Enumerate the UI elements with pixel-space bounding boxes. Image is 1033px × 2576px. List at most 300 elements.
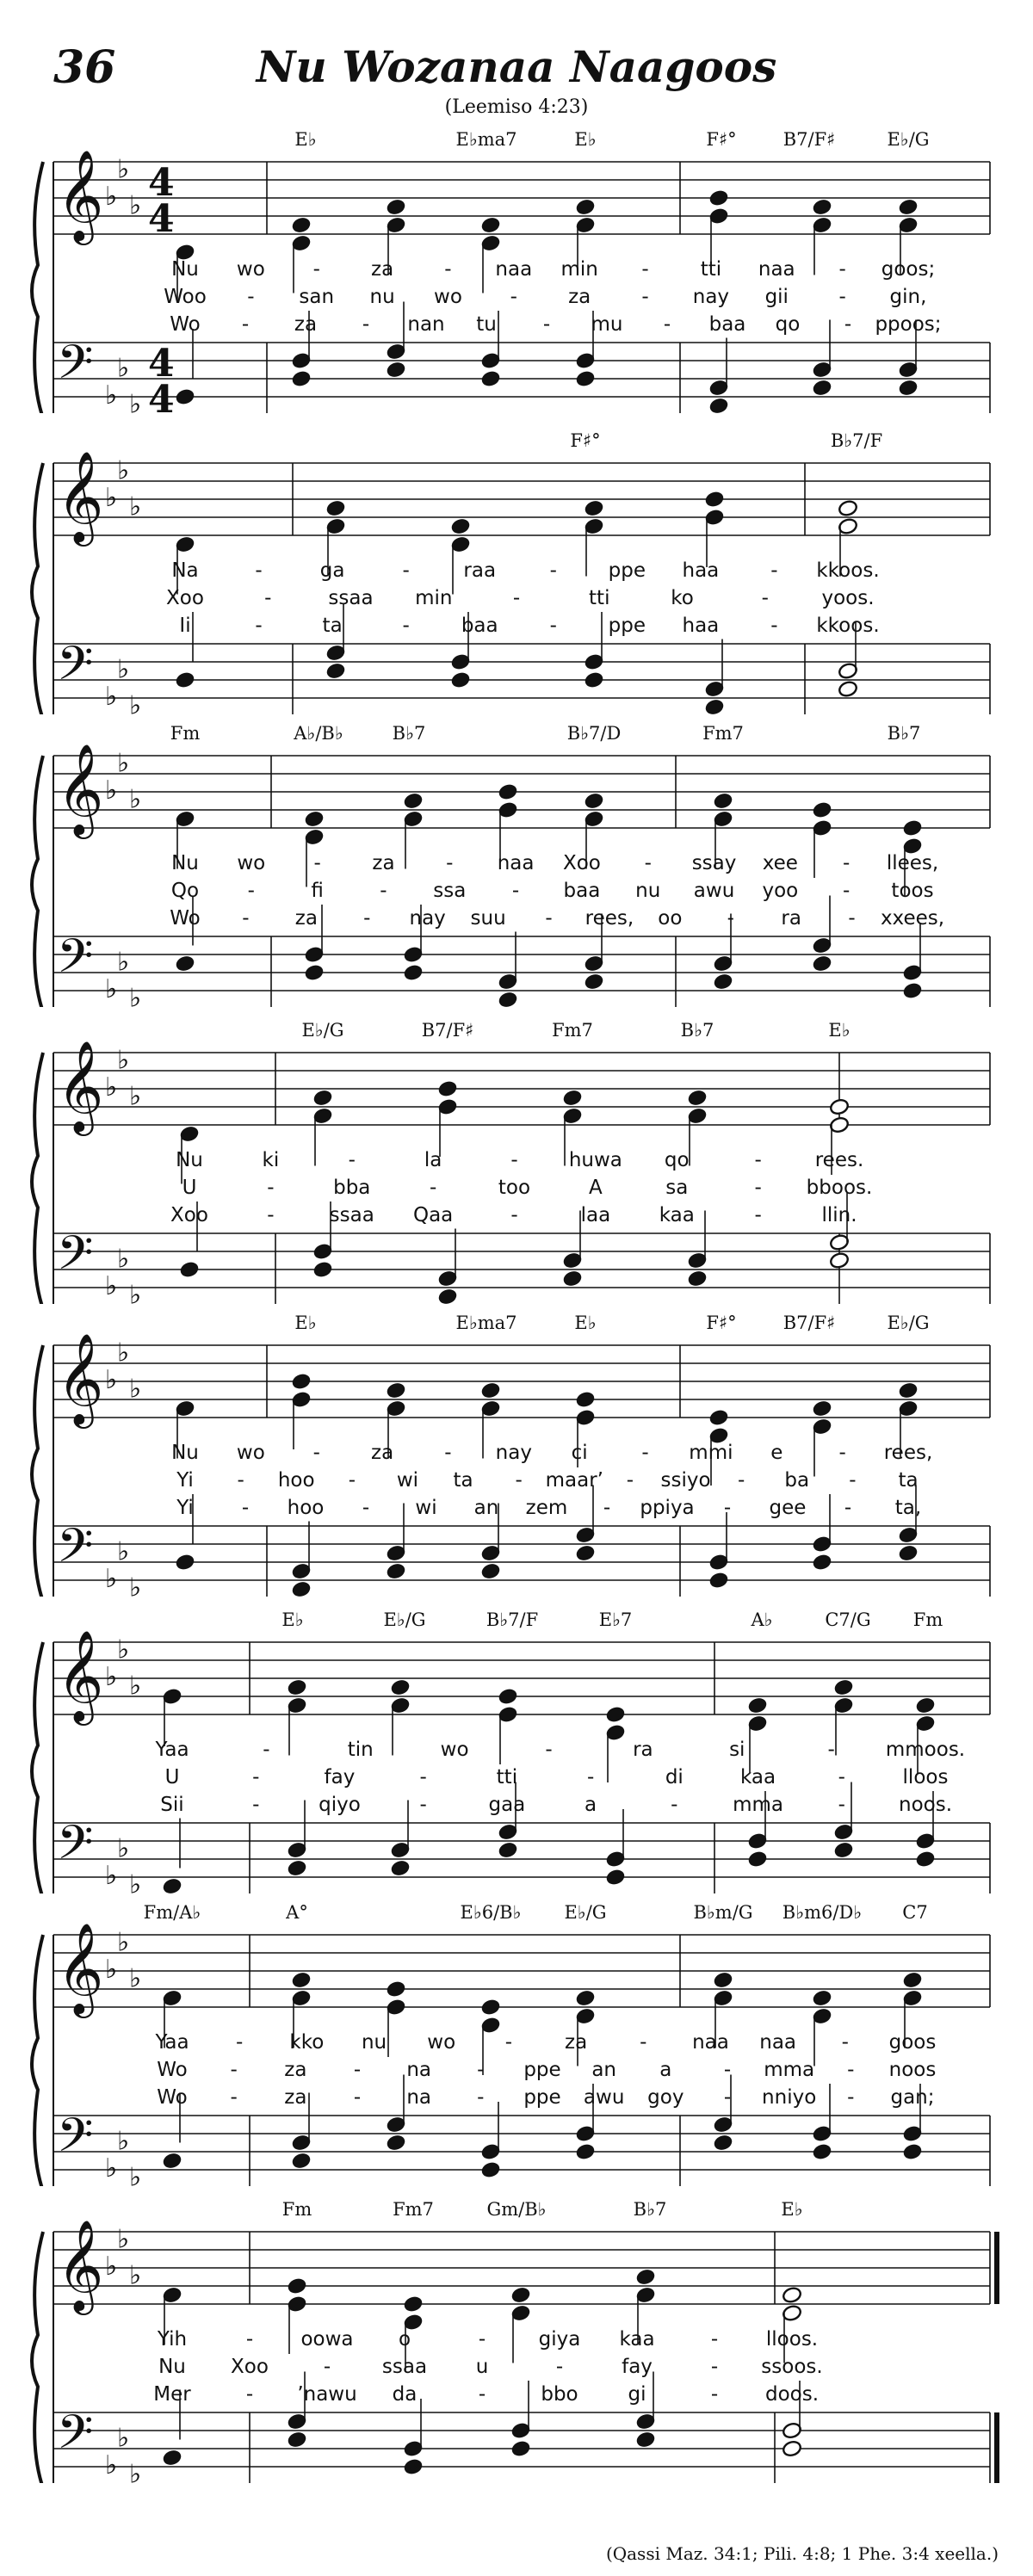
- chord-symbol: Fm7: [552, 1020, 593, 1041]
- chord-symbol: F♯°: [706, 129, 737, 150]
- bass-notehead: [575, 370, 596, 388]
- lyric-verse-3: [0, 615, 1033, 640]
- music-system: [0, 1609, 1033, 1893]
- bass-clef-icon: 𝄢: [57, 1518, 94, 1585]
- lyric-verse-2: [0, 1469, 1033, 1495]
- lyric-syllable: ci: [571, 1442, 588, 1464]
- lyric-syllable: kko: [289, 2031, 325, 2054]
- lyric-syllable: Woo: [164, 286, 207, 308]
- lyric-syllable: gee: [769, 1497, 807, 1519]
- flat-icon: ♭: [105, 1564, 118, 1594]
- lyric-syllable: ta: [322, 615, 343, 637]
- lyric-syllable: naa: [497, 852, 535, 874]
- syllable-hyphen: -: [444, 258, 452, 281]
- lyric-syllable: tti: [589, 587, 610, 609]
- syllable-hyphen: -: [419, 1766, 427, 1788]
- lyric-syllable: U: [164, 1766, 180, 1788]
- lyric-syllable: si: [729, 1739, 745, 1761]
- syllable-hyphen: -: [446, 852, 454, 874]
- bass-clef-icon: 𝄢: [57, 929, 94, 995]
- music-system: [0, 2199, 1033, 2483]
- music-system: [0, 430, 1033, 714]
- treble-notehead: [390, 1678, 411, 1696]
- bass-notehead: [838, 680, 858, 698]
- treble-notehead: [605, 1706, 626, 1724]
- lyric-syllable: wo: [236, 258, 265, 281]
- syllable-hyphen: -: [510, 1149, 518, 1171]
- lyric-syllable: mmoos.: [885, 1739, 966, 1761]
- lyric-syllable: bba: [333, 1177, 371, 1199]
- lyric-syllable: nniyo: [762, 2086, 817, 2109]
- treble-notehead: [304, 810, 325, 828]
- lyric-syllable: tin: [347, 1739, 374, 1761]
- flat-icon: ♭: [117, 947, 130, 978]
- lyric-syllable: ppiya: [640, 1497, 695, 1519]
- syllable-hyphen: -: [754, 1204, 762, 1226]
- treble-clef-icon: 𝄞: [57, 1332, 104, 1424]
- lyric-syllable: maar’: [545, 1469, 603, 1492]
- treble-clef-icon: 𝄞: [57, 1629, 104, 1721]
- lyric-verse-1: [0, 1739, 1033, 1764]
- bass-notehead: [708, 397, 729, 413]
- bass-notehead: [704, 698, 725, 714]
- chord-symbol: E♭: [294, 129, 317, 150]
- treble-clef-icon: 𝄞: [57, 1040, 104, 1132]
- syllable-hyphen: -: [444, 1442, 452, 1464]
- flat-icon: ♭: [105, 2153, 118, 2184]
- bass-notehead: [833, 1841, 854, 1859]
- flat-icon: ♭: [129, 1671, 142, 1702]
- flat-icon: ♭: [129, 491, 142, 522]
- lyric-syllable: min: [415, 587, 453, 609]
- bass-notehead: [510, 2440, 531, 2458]
- flat-icon: ♭: [117, 2126, 130, 2157]
- lyric-syllable: qiyo: [319, 1794, 361, 1816]
- syllable-hyphen: -: [848, 907, 856, 930]
- flat-icon: ♭: [129, 2162, 142, 2186]
- treble-notehead: [812, 801, 832, 819]
- treble-clef-icon: 𝄞: [57, 1922, 104, 2014]
- treble-notehead: [325, 499, 346, 517]
- chord-symbol: E♭: [294, 1313, 317, 1333]
- lyric-syllable: ppoos;: [875, 313, 942, 336]
- treble-clef-icon: 𝄞: [57, 149, 104, 241]
- flat-icon: ♭: [129, 1869, 142, 1893]
- treble-notehead: [812, 198, 832, 216]
- lyric-syllable: awu: [693, 880, 735, 902]
- chord-symbol: E♭6/B♭: [460, 1902, 522, 1923]
- lyric-syllable: rees.: [814, 1149, 864, 1171]
- flat-icon: ♭: [117, 455, 130, 486]
- lyric-verse-3: [0, 1204, 1033, 1230]
- bass-notehead: [713, 2134, 733, 2152]
- bass-notehead: [386, 2134, 406, 2152]
- time-signature-digit: 4: [148, 161, 175, 205]
- chord-symbol: E♭/G: [301, 1020, 344, 1041]
- chord-symbol: B♭7/F: [486, 1609, 539, 1630]
- chord-symbol: B7/F♯: [421, 1020, 474, 1041]
- lyric-syllable: oo: [658, 907, 683, 930]
- footnote: (Qassi Maz. 34:1; Pili. 4:8; 1 Phe. 3:4 xeella.): [605, 2543, 999, 2564]
- treble-notehead: [687, 1089, 708, 1107]
- lyric-syllable: nu: [361, 2031, 387, 2054]
- treble-notehead: [635, 2268, 656, 2286]
- chord-symbol: C7/G: [825, 1609, 871, 1630]
- chord-symbol: A♭/B♭: [294, 723, 343, 744]
- flat-icon: ♭: [117, 1927, 130, 1958]
- lyric-verse-2: [0, 1177, 1033, 1202]
- bass-notehead: [829, 1251, 850, 1269]
- lyric-syllable: ppe: [523, 2086, 561, 2109]
- lyric-syllable: Sii: [160, 1794, 184, 1816]
- syllable-hyphen: -: [512, 587, 521, 609]
- syllable-hyphen: -: [267, 1177, 275, 1199]
- lyric-syllable: Wo: [170, 907, 201, 930]
- syllable-hyphen: -: [230, 2086, 238, 2109]
- lyric-syllable: fay: [622, 2356, 653, 2378]
- syllable-hyphen: -: [429, 1177, 437, 1199]
- syllable-hyphen: -: [363, 907, 371, 930]
- bass-notehead: [480, 1562, 501, 1580]
- lyric-syllable: ’nawu: [297, 2383, 357, 2406]
- bass-notehead: [575, 1544, 596, 1562]
- syllable-hyphen: -: [348, 1469, 356, 1492]
- syllable-hyphen: -: [323, 2356, 331, 2378]
- lyric-syllable: yoo: [762, 880, 799, 902]
- lyric-syllable: gaa: [488, 1794, 526, 1816]
- treble-notehead: [386, 1980, 406, 1998]
- syllable-hyphen: -: [510, 286, 517, 308]
- bass-notehead: [812, 2143, 832, 2161]
- music-system: [0, 129, 1033, 413]
- bass-notehead: [782, 2440, 802, 2458]
- flat-icon: ♭: [105, 182, 118, 212]
- lyric-syllable: ko: [671, 587, 694, 609]
- treble-clef-icon: 𝄞: [57, 743, 104, 835]
- bass-notehead: [403, 964, 424, 982]
- chord-symbol: E♭: [828, 1020, 851, 1041]
- lyric-syllable: ppe: [608, 615, 646, 637]
- flat-icon: ♭: [105, 1072, 118, 1103]
- lyric-verse-3: [0, 2086, 1033, 2112]
- lyric-syllable: llin.: [821, 1204, 857, 1226]
- lyric-syllable: a: [659, 2059, 672, 2081]
- syllable-hyphen: -: [267, 1204, 275, 1226]
- lyric-verse-2: [0, 587, 1033, 613]
- syllable-hyphen: -: [545, 1739, 553, 1761]
- syllable-hyphen: -: [353, 2059, 362, 2081]
- bass-clef-icon: 𝄢: [57, 335, 94, 401]
- syllable-hyphen: -: [402, 615, 410, 637]
- lyric-syllable: Wo: [170, 313, 201, 336]
- lyric-syllable: naa: [495, 258, 533, 281]
- lyric-syllable: rees,: [883, 1442, 933, 1464]
- syllable-hyphen: -: [723, 2059, 732, 2081]
- flat-icon: ♭: [129, 190, 142, 221]
- treble-notehead: [291, 216, 312, 234]
- lyric-syllable: nay: [692, 286, 730, 308]
- treble-notehead: [575, 198, 596, 216]
- syllable-hyphen: -: [241, 313, 250, 336]
- music-system: [0, 1020, 1033, 1304]
- lyric-syllable: Xoo: [562, 852, 601, 874]
- syllable-hyphen: -: [710, 2328, 719, 2351]
- bass-notehead: [687, 1269, 708, 1288]
- lyric-syllable: gin,: [889, 286, 927, 308]
- syllable-hyphen: -: [626, 1469, 634, 1492]
- lyric-syllable: qo: [664, 1149, 690, 1171]
- treble-notehead: [812, 1989, 832, 2007]
- bass-notehead: [812, 379, 832, 397]
- treble-notehead: [782, 2286, 802, 2304]
- syllable-hyphen: -: [644, 852, 652, 874]
- syllable-hyphen: -: [754, 1177, 762, 1199]
- lyric-syllable: baa: [708, 313, 746, 336]
- lyric-syllable: e: [770, 1442, 783, 1464]
- lyric-syllable: wo: [236, 1442, 265, 1464]
- time-signature-digit: 4: [148, 378, 175, 413]
- treble-notehead: [480, 1381, 501, 1399]
- lyric-syllable: wi: [415, 1497, 437, 1519]
- syllable-hyphen: -: [549, 559, 557, 582]
- lyric-syllable: na: [406, 2059, 431, 2081]
- treble-notehead: [902, 819, 923, 837]
- lyric-syllable: za: [372, 852, 395, 874]
- chord-symbol: E♭ma7: [455, 1313, 517, 1333]
- flat-icon: ♭: [105, 1271, 118, 1301]
- lyric-syllable: an: [473, 1497, 499, 1519]
- lyric-syllable: ga: [319, 559, 345, 582]
- treble-notehead: [704, 491, 725, 509]
- treble-notehead: [403, 792, 424, 810]
- bass-notehead: [325, 662, 346, 680]
- bass-notehead: [179, 1261, 200, 1279]
- syllable-hyphen: -: [312, 1442, 320, 1464]
- song-title: Nu Wozanaa Naagoos: [256, 41, 777, 92]
- lyric-syllable: za: [284, 2059, 307, 2081]
- syllable-hyphen: -: [511, 880, 520, 902]
- lyric-verse-2: [0, 880, 1033, 905]
- lyric-syllable: goy: [647, 2086, 684, 2109]
- treble-notehead: [915, 1696, 936, 1714]
- lyric-syllable: noos: [888, 2059, 937, 2081]
- bass-clef-icon: 𝄢: [57, 2108, 94, 2174]
- lyric-verse-3: [0, 907, 1033, 933]
- flat-icon: ♭: [117, 1634, 130, 1665]
- treble-notehead: [291, 1373, 312, 1391]
- bass-notehead: [162, 1877, 182, 1893]
- chord-symbol: Fm: [281, 2199, 312, 2220]
- flat-icon: ♭: [105, 682, 118, 712]
- lyric-syllable: Wo: [157, 2086, 188, 2109]
- flat-icon: ♭: [105, 2252, 118, 2282]
- syllable-hyphen: -: [640, 2031, 647, 2054]
- lyric-syllable: naa: [758, 258, 795, 281]
- chord-symbol: B♭7: [680, 1020, 714, 1041]
- lyric-syllable: lloos.: [765, 2328, 819, 2351]
- lyric-syllable: kkoos.: [816, 559, 880, 582]
- treble-notehead: [386, 1381, 406, 1399]
- bass-notehead: [498, 991, 518, 1007]
- bass-notehead: [575, 2143, 596, 2161]
- lyric-syllable: da: [392, 2383, 418, 2406]
- syllable-hyphen: -: [770, 559, 778, 582]
- lyric-syllable: haa: [682, 615, 720, 637]
- treble-notehead: [708, 189, 729, 207]
- lyric-syllable: naa: [692, 2031, 729, 2054]
- treble-notehead: [713, 1971, 733, 1989]
- lyric-syllable: na: [406, 2086, 431, 2109]
- lyric-syllable: hoo: [287, 1497, 325, 1519]
- lyric-syllable: wo: [440, 1739, 469, 1761]
- bass-notehead: [287, 2431, 307, 2449]
- lyric-syllable: too: [498, 1177, 531, 1199]
- lyric-syllable: Nu: [171, 1442, 199, 1464]
- flat-icon: ♭: [129, 389, 142, 413]
- lyric-syllable: raa: [463, 559, 497, 582]
- lyric-syllable: suu: [470, 907, 506, 930]
- lyric-syllable: kaa: [619, 2328, 655, 2351]
- chord-symbol: E♭/G: [887, 1313, 930, 1333]
- lyric-syllable: bbo: [541, 2383, 578, 2406]
- music-system: [0, 723, 1033, 1007]
- syllable-hyphen: -: [838, 1794, 845, 1816]
- lyric-syllable: giya: [538, 2328, 581, 2351]
- lyric-syllable: zem: [525, 1497, 568, 1519]
- lyric-syllable: wi: [396, 1469, 419, 1492]
- treble-clef-icon: 𝄞: [57, 450, 104, 542]
- syllable-hyphen: -: [504, 2031, 513, 2054]
- syllable-hyphen: -: [362, 313, 370, 336]
- lyric-syllable: nay: [495, 1442, 532, 1464]
- syllable-hyphen: -: [549, 615, 557, 637]
- syllable-hyphen: -: [727, 907, 734, 930]
- lyric-verse-1: [0, 1442, 1033, 1467]
- syllable-hyphen: -: [362, 1497, 370, 1519]
- bass-notehead: [915, 1850, 936, 1869]
- bass-notehead: [898, 1544, 919, 1562]
- lyric-syllable: kkoos.: [816, 615, 880, 637]
- bass-notehead: [162, 2449, 182, 2467]
- lyric-syllable: kaa: [739, 1766, 776, 1788]
- lyric-syllable: Na: [171, 559, 199, 582]
- lyric-syllable: wo: [427, 2031, 456, 2054]
- syllable-hyphen: -: [247, 286, 255, 308]
- lyric-verse-3: [0, 313, 1033, 339]
- chord-symbol: E♭/G: [564, 1902, 607, 1923]
- treble-notehead: [584, 499, 604, 517]
- treble-notehead: [575, 1391, 596, 1409]
- flat-icon: ♭: [105, 2450, 118, 2480]
- lyric-syllable: Yi: [176, 1497, 194, 1519]
- lyric-syllable: ba: [784, 1469, 810, 1492]
- lyric-syllable: za: [284, 2086, 307, 2109]
- lyric-verse-1: [0, 258, 1033, 284]
- bass-clef-icon: 𝄢: [57, 636, 94, 702]
- syllable-hyphen: -: [245, 2328, 254, 2351]
- flat-icon: ♭: [129, 2459, 142, 2483]
- lyric-syllable: rees,: [585, 907, 634, 930]
- lyric-syllable: mma: [733, 1794, 783, 1816]
- chord-symbol: Fm/A♭: [143, 1902, 201, 1923]
- treble-clef-icon: 𝄞: [57, 2219, 104, 2311]
- bass-notehead: [437, 1288, 458, 1304]
- lyric-syllable: ta: [453, 1469, 473, 1492]
- syllable-hyphen: -: [252, 1766, 260, 1788]
- bass-notehead: [287, 1859, 307, 1877]
- flat-icon: ♭: [117, 154, 130, 185]
- lyric-syllable: kaa: [659, 1204, 695, 1226]
- bass-notehead: [747, 1850, 768, 1869]
- syllable-hyphen: -: [312, 258, 320, 281]
- syllable-hyphen: -: [542, 313, 551, 336]
- chord-symbol: B♭7/F: [830, 430, 883, 451]
- bass-notehead: [713, 973, 733, 991]
- lyric-syllable: an: [591, 2059, 616, 2081]
- lyric-syllable: a: [585, 1794, 597, 1816]
- lyric-syllable: Xoo: [170, 1204, 208, 1226]
- syllable-hyphen: -: [353, 2086, 362, 2109]
- lyric-syllable: Nu: [158, 2356, 186, 2378]
- syllable-hyphen: -: [827, 1739, 835, 1761]
- lyric-syllable: sa: [665, 1177, 689, 1199]
- chord-symbol: F♯°: [570, 430, 601, 451]
- treble-notehead: [575, 1989, 596, 2007]
- lyric-syllable: za: [370, 258, 394, 281]
- time-signature-digit: 4: [148, 342, 175, 386]
- lyric-syllable: Wo: [157, 2059, 188, 2081]
- syllable-hyphen: -: [230, 2059, 238, 2081]
- treble-notehead: [898, 1381, 919, 1399]
- bass-notehead: [403, 2458, 424, 2476]
- lyric-syllable: wo: [237, 852, 266, 874]
- lyric-syllable: baa: [563, 880, 601, 902]
- chord-symbol: B7/F♯: [782, 129, 836, 150]
- syllable-hyphen: -: [838, 258, 846, 281]
- flat-icon: ♭: [105, 1365, 118, 1395]
- lyric-syllable: huwa: [568, 1149, 622, 1171]
- syllable-hyphen: -: [761, 587, 769, 609]
- syllable-hyphen: -: [838, 1442, 846, 1464]
- syllable-hyphen: -: [663, 313, 671, 336]
- bass-notehead: [386, 1562, 406, 1580]
- lyric-syllable: gan;: [890, 2086, 935, 2109]
- flat-icon: ♭: [129, 690, 142, 714]
- syllable-hyphen: -: [478, 2383, 486, 2406]
- lyric-syllable: tu: [476, 313, 497, 336]
- lyric-syllable: Ii: [179, 615, 191, 637]
- lyric-syllable: llees,: [886, 852, 939, 874]
- lyric-syllable: mu: [591, 313, 623, 336]
- treble-notehead: [498, 783, 518, 801]
- bass-notehead: [450, 671, 471, 689]
- lyric-syllable: nu: [369, 286, 395, 308]
- syllable-hyphen: -: [478, 2328, 486, 2351]
- flat-icon: ♭: [117, 654, 130, 685]
- treble-notehead: [584, 792, 604, 810]
- lyric-syllable: Nu: [171, 258, 199, 281]
- lyric-syllable: xxees,: [880, 907, 945, 930]
- lyric-syllable: goos: [888, 2031, 937, 2054]
- bass-clef-icon: 𝄢: [57, 1226, 94, 1292]
- syllable-hyphen: -: [545, 907, 553, 930]
- flat-icon: ♭: [105, 380, 118, 411]
- treble-notehead: [480, 216, 501, 234]
- lyric-syllable: za: [564, 2031, 588, 2054]
- flat-icon: ♭: [117, 2423, 130, 2454]
- lyric-syllable: o: [398, 2328, 411, 2351]
- lyric-syllable: laa: [580, 1204, 611, 1226]
